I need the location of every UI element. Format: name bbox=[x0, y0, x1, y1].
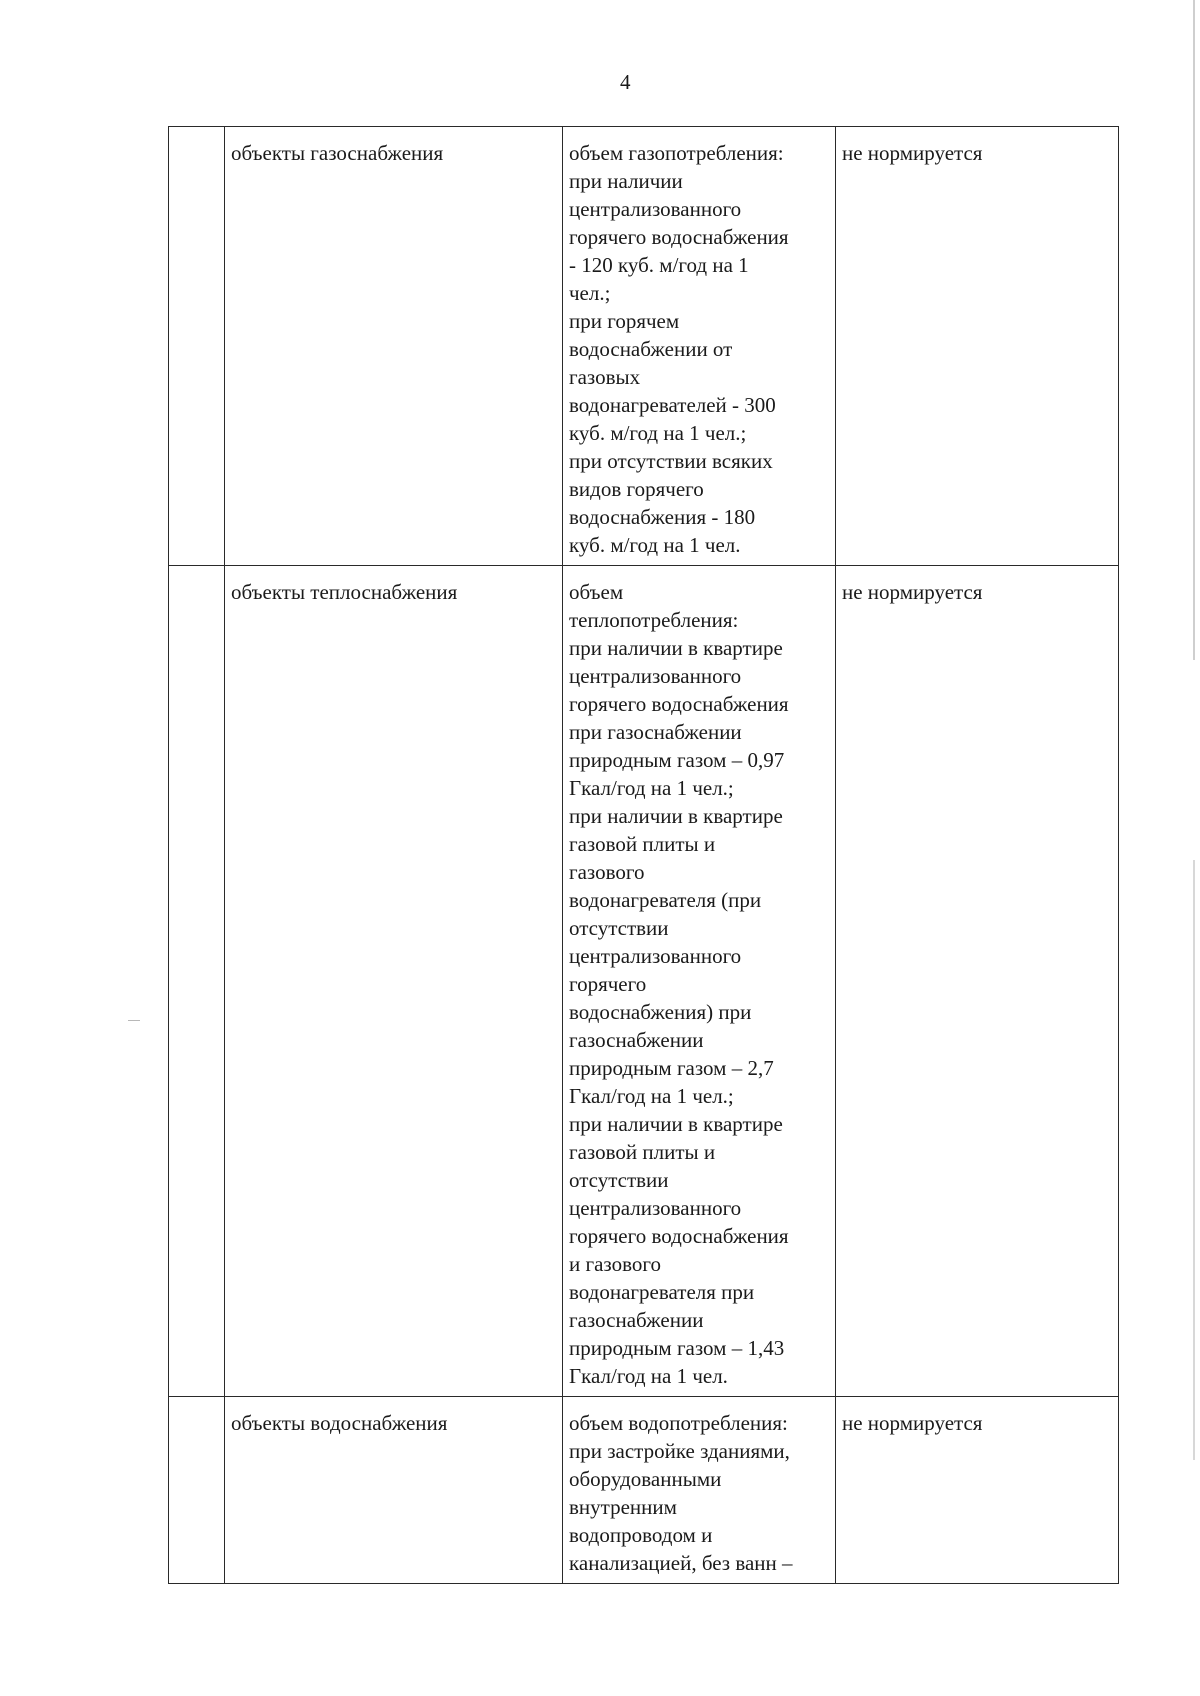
indicator-line: при наличии в квартире bbox=[569, 804, 783, 828]
indicator-line: видов горячего bbox=[569, 477, 704, 501]
indicator-line: при горячем bbox=[569, 309, 680, 333]
indicator-line: отсутствии bbox=[569, 916, 669, 940]
indicator-line: оборудованными bbox=[569, 1467, 722, 1491]
table-row-heat bbox=[169, 566, 1119, 1397]
index-cell bbox=[169, 127, 225, 566]
indicator-line: горячего водоснабжения bbox=[569, 225, 789, 249]
indicator-line: объем bbox=[569, 580, 624, 604]
indicator-line: газовой плиты и bbox=[569, 832, 716, 856]
indicator-line: при наличии в квартире bbox=[569, 1112, 783, 1136]
index-cell bbox=[169, 566, 225, 1397]
indicator-line: водоснабжении от bbox=[569, 337, 733, 361]
page-number: 4 bbox=[620, 70, 631, 94]
indicator-line: водонагревателей - 300 bbox=[569, 393, 776, 417]
indicator-line: водонагревателя (при bbox=[569, 888, 762, 912]
indicator-line: газовых bbox=[569, 365, 641, 389]
indicator-line: при наличии в квартире bbox=[569, 636, 783, 660]
object-cell: объекты водоснабжения bbox=[225, 1397, 563, 1584]
indicator-line: Гкал/год на 1 чел.; bbox=[569, 1084, 734, 1108]
index-cell bbox=[169, 1397, 225, 1584]
indicator-line: централизованного bbox=[569, 944, 742, 968]
norms-table bbox=[168, 126, 1119, 1584]
scan-artifact-mark bbox=[128, 1020, 140, 1021]
scan-edge-shadow bbox=[1193, 0, 1195, 660]
indicator-line: горячего водоснабжения bbox=[569, 692, 789, 716]
indicator-line: отсутствии bbox=[569, 1168, 669, 1192]
indicator-line: - 120 куб. м/год на 1 bbox=[569, 253, 749, 277]
indicator-cell bbox=[563, 566, 836, 1397]
norm-cell: не нормируется bbox=[836, 1397, 1119, 1584]
indicator-line: при отсутствии всяких bbox=[569, 449, 773, 473]
indicator-line: куб. м/год на 1 чел. bbox=[569, 533, 741, 557]
indicator-line: природным газом – 0,97 bbox=[569, 748, 785, 772]
indicator-line: природным газом – 1,43 bbox=[569, 1336, 785, 1360]
indicator-line: канализацией, без ванн – bbox=[569, 1551, 793, 1575]
indicator-line: горячего водоснабжения bbox=[569, 1224, 789, 1248]
object-cell: объекты теплоснабжения bbox=[225, 566, 563, 1397]
object-cell: объекты газоснабжения bbox=[225, 127, 563, 566]
indicator-line: объем водопотребления: bbox=[569, 1411, 788, 1435]
table-row-water bbox=[169, 1397, 1119, 1584]
indicator-line: чел.; bbox=[569, 281, 611, 305]
indicator-line: централизованного bbox=[569, 1196, 742, 1220]
indicator-line: водопроводом и bbox=[569, 1523, 713, 1547]
indicator-line: централизованного bbox=[569, 197, 742, 221]
indicator-line: теплопотребления: bbox=[569, 608, 739, 632]
indicator-line: газоснабжении bbox=[569, 1028, 704, 1052]
indicator-line: водоснабжения - 180 bbox=[569, 505, 756, 529]
indicator-line: водоснабжения) при bbox=[569, 1000, 752, 1024]
norm-cell: не нормируется bbox=[836, 127, 1119, 566]
indicator-line: и газового bbox=[569, 1252, 661, 1276]
indicator-line: при застройке зданиями, bbox=[569, 1439, 790, 1463]
indicator-line: природным газом – 2,7 bbox=[569, 1056, 774, 1080]
indicator-line: газоснабжении bbox=[569, 1308, 704, 1332]
indicator-line: газовой плиты и bbox=[569, 1140, 716, 1164]
indicator-line: при наличии bbox=[569, 169, 683, 193]
indicator-line: объем газопотребления: bbox=[569, 141, 784, 165]
table-row-gas bbox=[169, 127, 1119, 566]
norm-cell: не нормируется bbox=[836, 566, 1119, 1397]
indicator-line: газового bbox=[569, 860, 645, 884]
indicator-line: горячего bbox=[569, 972, 647, 996]
scan-edge-shadow-lower bbox=[1193, 860, 1195, 1460]
indicator-cell bbox=[563, 1397, 836, 1584]
indicator-cell bbox=[563, 127, 836, 566]
indicator-line: внутренним bbox=[569, 1495, 677, 1519]
indicator-line: Гкал/год на 1 чел. bbox=[569, 1364, 728, 1388]
indicator-line: Гкал/год на 1 чел.; bbox=[569, 776, 734, 800]
indicator-line: централизованного bbox=[569, 664, 742, 688]
indicator-line: при газоснабжении bbox=[569, 720, 742, 744]
indicator-line: водонагревателя при bbox=[569, 1280, 755, 1304]
indicator-line: куб. м/год на 1 чел.; bbox=[569, 421, 747, 445]
